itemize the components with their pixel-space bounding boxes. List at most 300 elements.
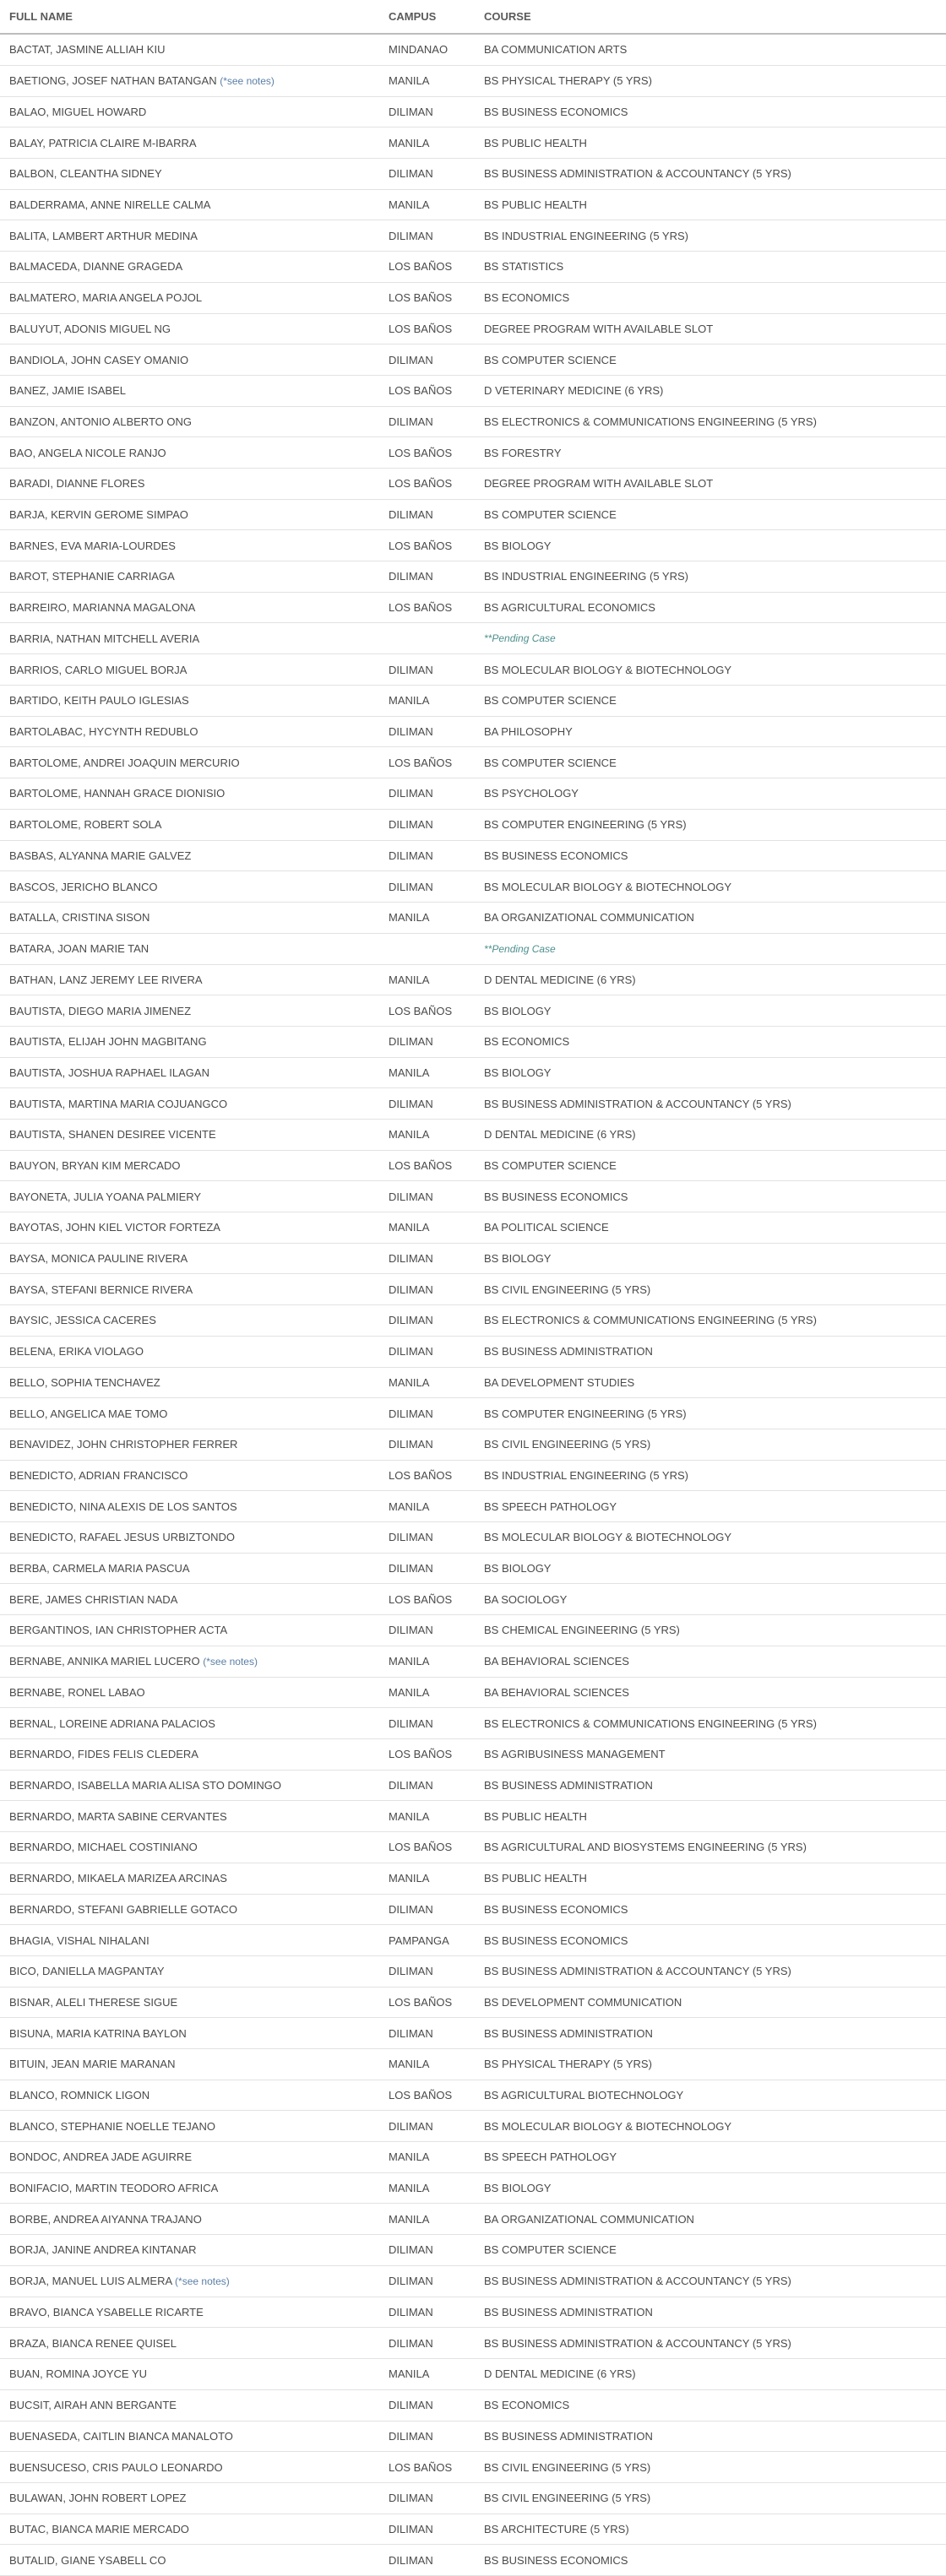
campus-cell: DILIMAN [389, 220, 484, 252]
course-name: BS COMPUTER SCIENCE [484, 2243, 617, 2257]
full-name: BANEZ, JAMIE ISABEL [9, 384, 126, 398]
table-row [0, 1801, 946, 1832]
full-name-cell [0, 1894, 389, 1925]
course-cell [484, 686, 946, 717]
campus-cell: LOS BAÑOS [389, 437, 484, 469]
full-name: BAUTISTA, DIEGO MARIA JIMENEZ [9, 1004, 192, 1017]
campus-cell: DILIMAN [389, 1521, 484, 1553]
see-notes-link[interactable]: (*see notes) [175, 2275, 230, 2287]
full-name-cell [0, 2142, 389, 2173]
full-name: BORJA, MANUEL LUIS ALMERA [9, 2274, 172, 2287]
course-cell [484, 778, 946, 810]
campus-cell: MANILA [389, 1367, 484, 1398]
course-name: BA PHILOSOPHY [484, 725, 573, 739]
campus-cell: MANILA [389, 2172, 484, 2204]
full-name: BAYOTAS, JOHN KIEL VICTOR FORTEZA [9, 1221, 220, 1234]
full-name-cell [0, 499, 389, 530]
campus-cell: DILIMAN [389, 2514, 484, 2545]
see-notes-link[interactable]: (*see notes) [220, 74, 275, 87]
course-name: BS ECONOMICS [484, 2399, 570, 2412]
course-name: BS ARCHITECTURE (5 YRS) [484, 2522, 629, 2535]
course-cell [484, 1925, 946, 1956]
course-cell [484, 1615, 946, 1646]
table-row [0, 1615, 946, 1646]
course-name: BA SOCIOLOGY [484, 1592, 568, 1606]
course-cell [484, 375, 946, 406]
table-row [0, 1584, 946, 1615]
course-cell [484, 995, 946, 1027]
table-row [0, 747, 946, 778]
table-row [0, 2421, 946, 2452]
table-row [0, 1553, 946, 1584]
full-name: BAO, ANGELA NICOLE RANJO [9, 446, 166, 459]
course-name: BS ELECTRONICS & COMMUNICATIONS ENGINEERING (5 YRS) [484, 1716, 817, 1730]
course-name: BS MOLECULAR BIOLOGY & BIOTECHNOLOGY [484, 663, 732, 676]
campus-cell: DILIMAN [389, 2389, 484, 2421]
full-name: BATHAN, LANZ JEREMY LEE RIVERA [9, 973, 203, 986]
course-cell [484, 282, 946, 313]
full-name-cell [0, 220, 389, 252]
campus-cell: DILIMAN [389, 499, 484, 530]
full-name-cell [0, 2359, 389, 2390]
course-cell [484, 1646, 946, 1677]
course-cell [484, 437, 946, 469]
full-name-cell [0, 1057, 389, 1088]
pending-case-label: **Pending Case [484, 942, 556, 955]
course-name: BS BIOLOGY [484, 1561, 552, 1575]
full-name: BENEDICTO, NINA ALEXIS DE LOS SANTOS [9, 1500, 237, 1513]
table-row [0, 1088, 946, 1120]
campus-cell: DILIMAN [389, 1026, 484, 1057]
table-row [0, 468, 946, 499]
course-name: D DENTAL MEDICINE (6 YRS) [484, 1128, 636, 1142]
course-cell [484, 159, 946, 190]
campus-cell: MINDANAO [389, 34, 484, 65]
course-cell [484, 747, 946, 778]
full-name: BARREIRO, MARIANNA MAGALONA [9, 601, 196, 615]
course-cell [484, 252, 946, 283]
course-name: BS AGRIBUSINESS MANAGEMENT [484, 1748, 666, 1761]
course-cell [484, 2048, 946, 2080]
course-cell [484, 561, 946, 593]
course-name: BS MOLECULAR BIOLOGY & BIOTECHNOLOGY [484, 880, 732, 893]
campus-cell: MANILA [389, 1212, 484, 1244]
course-name: BS BUSINESS ADMINISTRATION & ACCOUNTANCY (5 YRS) [484, 1965, 791, 1978]
full-name-cell [0, 1460, 389, 1491]
table-row [0, 1677, 946, 1708]
course-name: BA COMMUNICATION ARTS [484, 43, 628, 57]
course-name: BS COMPUTER SCIENCE [484, 507, 617, 521]
full-name: BUAN, ROMINA JOYCE YU [9, 2367, 148, 2381]
full-name: BITUIN, JEAN MARIE MARANAN [9, 2058, 176, 2071]
full-name-cell [0, 1801, 389, 1832]
full-name: BUENASEDA, CAITLIN BIANCA MANALOTO [9, 2429, 233, 2443]
table-row [0, 1336, 946, 1367]
table-row [0, 561, 946, 593]
course-cell [484, 1553, 946, 1584]
full-name: BUCSIT, AIRAH ANN BERGANTE [9, 2399, 177, 2412]
campus-cell: DILIMAN [389, 2265, 484, 2297]
full-name-cell [0, 2545, 389, 2576]
course-cell [484, 1863, 946, 1894]
full-name-cell [0, 2514, 389, 2545]
course-cell [484, 623, 946, 654]
course-name: BS ECONOMICS [484, 1035, 570, 1049]
course-name: BS AGRICULTURAL BIOTECHNOLOGY [484, 2088, 684, 2101]
course-cell [484, 2204, 946, 2235]
campus-cell: LOS BAÑOS [389, 2452, 484, 2483]
campus-cell: DILIMAN [389, 809, 484, 840]
course-cell [484, 654, 946, 686]
full-name: BAUTISTA, MARTINA MARIA COJUANGCO [9, 1097, 228, 1110]
full-name: BELENA, ERIKA VIOLAGO [9, 1345, 144, 1359]
full-name-cell [0, 1429, 389, 1460]
full-name: BALBON, CLEANTHA SIDNEY [9, 167, 162, 181]
full-name: BAYONETA, JULIA YOANA PALMIERY [9, 1190, 202, 1203]
table-row [0, 1212, 946, 1244]
full-name: BERNARDO, MICHAEL COSTINIANO [9, 1841, 198, 1854]
full-name-cell [0, 1398, 389, 1429]
full-name: BONIFACIO, MARTIN TEODORO AFRICA [9, 2182, 219, 2195]
full-name: BENEDICTO, ADRIAN FRANCISCO [9, 1468, 188, 1482]
course-name: BS INDUSTRIAL ENGINEERING (5 YRS) [484, 570, 688, 583]
campus-cell: DILIMAN [389, 1955, 484, 1987]
course-cell [484, 313, 946, 344]
course-name: BA ORGANIZATIONAL COMMUNICATION [484, 911, 694, 925]
course-name: D DENTAL MEDICINE (6 YRS) [484, 2367, 636, 2381]
campus-cell: DILIMAN [389, 778, 484, 810]
campus-cell: LOS BAÑOS [389, 592, 484, 623]
table-row [0, 437, 946, 469]
full-name: BRAZA, BIANCA RENEE QUISEL [9, 2336, 177, 2350]
full-name: BONDOC, ANDREA JADE AGUIRRE [9, 2150, 192, 2164]
campus-cell: DILIMAN [389, 561, 484, 593]
table-row [0, 964, 946, 995]
campus-cell: LOS BAÑOS [389, 1739, 484, 1771]
course-cell [484, 1398, 946, 1429]
course-cell [484, 1521, 946, 1553]
course-name: BS DEVELOPMENT COMMUNICATION [484, 1995, 682, 2009]
table-row [0, 2142, 946, 2173]
course-name: BS ELECTRONICS & COMMUNICATIONS ENGINEERING (5 YRS) [484, 415, 817, 428]
table-row [0, 1243, 946, 1274]
course-cell [484, 2142, 946, 2173]
full-name: BARADI, DIANNE FLORES [9, 477, 145, 491]
course-name: BS STATISTICS [484, 260, 564, 274]
full-name-cell [0, 96, 389, 127]
course-name: BS CIVIL ENGINEERING (5 YRS) [484, 1438, 651, 1451]
full-name: BERNARDO, MARTA SABINE CERVANTES [9, 1809, 227, 1823]
campus-cell: MANILA [389, 2142, 484, 2173]
full-name-cell [0, 2018, 389, 2049]
table-row [0, 1429, 946, 1460]
full-name-cell [0, 1770, 389, 1801]
full-name-cell [0, 2421, 389, 2452]
full-name: BALDERRAMA, ANNE NIRELLE CALMA [9, 198, 211, 212]
course-name: BS COMPUTER ENGINEERING (5 YRS) [484, 1407, 687, 1420]
course-name: BS ELECTRONICS & COMMUNICATIONS ENGINEERING (5 YRS) [484, 1314, 817, 1327]
full-name: BAUTISTA, ELIJAH JOHN MAGBITANG [9, 1035, 207, 1049]
table-row [0, 1398, 946, 1429]
campus-cell: DILIMAN [389, 1181, 484, 1212]
full-name: BERNARDO, STEFANI GABRIELLE GOTACO [9, 1902, 237, 1916]
course-name: BS PUBLIC HEALTH [484, 1872, 587, 1885]
campus-cell: LOS BAÑOS [389, 468, 484, 499]
course-cell [484, 1336, 946, 1367]
full-name-cell [0, 2482, 389, 2514]
course-cell [484, 1088, 946, 1120]
full-name-cell [0, 65, 389, 96]
campus-cell: DILIMAN [389, 1708, 484, 1739]
full-name-cell [0, 686, 389, 717]
full-name-cell [0, 2328, 389, 2359]
campus-cell: LOS BAÑOS [389, 1584, 484, 1615]
full-name: BALAO, MIGUEL HOWARD [9, 106, 147, 119]
course-name: BS PUBLIC HEALTH [484, 198, 587, 212]
table-row [0, 2297, 946, 2328]
full-name-cell [0, 1120, 389, 1151]
campus-cell: DILIMAN [389, 1770, 484, 1801]
full-name: BELLO, SOPHIA TENCHAVEZ [9, 1375, 160, 1389]
table-row [0, 65, 946, 96]
full-name: BACTAT, JASMINE ALLIAH KIU [9, 43, 166, 57]
table-row [0, 686, 946, 717]
full-name-cell [0, 623, 389, 654]
full-name: BULAWAN, JOHN ROBERT LOPEZ [9, 2492, 187, 2505]
full-name-cell [0, 282, 389, 313]
course-name: BS BIOLOGY [484, 1004, 552, 1017]
campus-cell: MANILA [389, 1120, 484, 1151]
campus-cell: MANILA [389, 902, 484, 933]
course-name: BS COMPUTER SCIENCE [484, 756, 617, 769]
table-row [0, 220, 946, 252]
course-cell [484, 1708, 946, 1739]
full-name: BUTALID, GIANE YSABELL CO [9, 2553, 166, 2567]
course-name: BS BUSINESS ECONOMICS [484, 849, 628, 862]
table-row [0, 1120, 946, 1151]
campus-cell: DILIMAN [389, 406, 484, 437]
full-name-cell [0, 375, 389, 406]
campus-cell: DILIMAN [389, 2545, 484, 2576]
table-row [0, 654, 946, 686]
full-name: BALITA, LAMBERT ARTHUR MEDINA [9, 229, 198, 242]
course-cell [484, 530, 946, 561]
table-row [0, 933, 946, 964]
full-name-cell [0, 1491, 389, 1522]
course-cell [484, 2018, 946, 2049]
campus-cell: MANILA [389, 2048, 484, 2080]
full-name: BARTOLABAC, HYCYNTH REDUBLO [9, 725, 198, 739]
campus-cell: MANILA [389, 964, 484, 995]
course-cell [484, 2545, 946, 2576]
header-course: COURSE [484, 0, 946, 34]
campus-cell: LOS BAÑOS [389, 1150, 484, 1181]
table-row [0, 716, 946, 747]
full-name: BORJA, JANINE ANDREA KINTANAR [9, 2243, 197, 2257]
campus-cell: LOS BAÑOS [389, 2080, 484, 2111]
course-cell [484, 809, 946, 840]
course-name: BS MOLECULAR BIOLOGY & BIOTECHNOLOGY [484, 1531, 732, 1544]
campus-cell: DILIMAN [389, 871, 484, 903]
full-name-cell [0, 34, 389, 65]
table-row [0, 1491, 946, 1522]
campus-cell: DILIMAN [389, 716, 484, 747]
course-name: BS COMPUTER ENGINEERING (5 YRS) [484, 818, 687, 832]
full-name: BISNAR, ALELI THERESE SIGUE [9, 1995, 178, 2009]
full-name-cell [0, 2080, 389, 2111]
course-cell [484, 2080, 946, 2111]
full-name: BASBAS, ALYANNA MARIE GALVEZ [9, 849, 192, 862]
full-name: BERNAL, LOREINE ADRIANA PALACIOS [9, 1716, 215, 1730]
table-row [0, 809, 946, 840]
course-name: BS AGRICULTURAL AND BIOSYSTEMS ENGINEERING (5 YRS) [484, 1841, 807, 1854]
table-row [0, 499, 946, 530]
campus-cell: MANILA [389, 65, 484, 96]
full-name-cell [0, 1243, 389, 1274]
course-cell [484, 1026, 946, 1057]
course-name: BS BIOLOGY [484, 2182, 552, 2195]
table-row [0, 159, 946, 190]
full-name-cell [0, 561, 389, 593]
table-row [0, 995, 946, 1027]
course-name: BS PUBLIC HEALTH [484, 136, 587, 149]
table-row [0, 2514, 946, 2545]
full-name: BAUTISTA, JOSHUA RAPHAEL ILAGAN [9, 1066, 209, 1079]
full-name: BAETIONG, JOSEF NATHAN BATANGAN [9, 73, 217, 87]
campus-cell: LOS BAÑOS [389, 375, 484, 406]
full-name-cell [0, 995, 389, 1027]
campus-cell: DILIMAN [389, 1305, 484, 1337]
full-name-cell [0, 2389, 389, 2421]
table-row [0, 1863, 946, 1894]
full-name-cell [0, 252, 389, 283]
full-name: BATALLA, CRISTINA SISON [9, 911, 150, 925]
campus-cell: DILIMAN [389, 2297, 484, 2328]
campus-cell: LOS BAÑOS [389, 313, 484, 344]
course-name: BS CIVIL ENGINEERING (5 YRS) [484, 1283, 651, 1296]
full-name: BARJA, KERVIN GEROME SIMPAO [9, 507, 188, 521]
full-name: BERNARDO, MIKAELA MARIZEA ARCINAS [9, 1872, 227, 1885]
full-name: BAUYON, BRYAN KIM MERCADO [9, 1159, 181, 1173]
campus-cell: LOS BAÑOS [389, 995, 484, 1027]
full-name-cell [0, 344, 389, 376]
campus-cell: DILIMAN [389, 1615, 484, 1646]
table-row [0, 2452, 946, 2483]
course-name: BS BUSINESS ECONOMICS [484, 1902, 628, 1916]
table-row [0, 1832, 946, 1863]
header-campus: CAMPUS [389, 0, 484, 34]
full-name: BALAY, PATRICIA CLAIRE M-IBARRA [9, 136, 197, 149]
course-name: BS ECONOMICS [484, 291, 570, 305]
campus-cell: MANILA [389, 127, 484, 159]
full-name: BARTOLOME, ANDREI JOAQUIN MERCURIO [9, 756, 240, 769]
table-row [0, 2018, 946, 2049]
full-name: BUTAC, BIANCA MARIE MERCADO [9, 2522, 189, 2535]
course-cell [484, 2328, 946, 2359]
full-name: BARRIA, NATHAN MITCHELL AVERIA [9, 632, 200, 645]
course-name: BS FORESTRY [484, 446, 562, 459]
course-name: BS BUSINESS ADMINISTRATION [484, 2026, 653, 2040]
full-name: BASCOS, JERICHO BLANCO [9, 880, 158, 893]
table-row [0, 375, 946, 406]
see-notes-link[interactable]: (*see notes) [203, 1655, 258, 1668]
course-name: BS BUSINESS ECONOMICS [484, 2553, 628, 2567]
header-full-name: FULL NAME [0, 0, 389, 34]
table-row [0, 34, 946, 65]
course-cell [484, 127, 946, 159]
full-name: BANDIOLA, JOHN CASEY OMANIO [9, 353, 189, 366]
course-name: BS CHEMICAL ENGINEERING (5 YRS) [484, 1624, 680, 1637]
header-row [0, 0, 946, 34]
course-cell [484, 2359, 946, 2390]
course-cell [484, 468, 946, 499]
table-row [0, 1150, 946, 1181]
campus-cell: LOS BAÑOS [389, 747, 484, 778]
course-cell [484, 2111, 946, 2142]
table-row [0, 902, 946, 933]
campus-cell: MANILA [389, 1057, 484, 1088]
full-name-cell [0, 1212, 389, 1244]
table-row [0, 344, 946, 376]
course-name: BS BUSINESS ECONOMICS [484, 1190, 628, 1203]
course-name: BS BIOLOGY [484, 539, 552, 552]
full-name: BAROT, STEPHANIE CARRIAGA [9, 570, 175, 583]
table-row [0, 1770, 946, 1801]
full-name-cell [0, 716, 389, 747]
table-row [0, 2359, 946, 2390]
table-row [0, 1955, 946, 1987]
full-name-cell [0, 902, 389, 933]
full-name-cell [0, 127, 389, 159]
course-name: BS MOLECULAR BIOLOGY & BIOTECHNOLOGY [484, 2119, 732, 2133]
pending-case-label: **Pending Case [484, 632, 556, 645]
course-cell [484, 1832, 946, 1863]
course-name: D VETERINARY MEDICINE (6 YRS) [484, 384, 664, 398]
full-name-cell [0, 809, 389, 840]
campus-cell: MANILA [389, 1801, 484, 1832]
table-row [0, 1708, 946, 1739]
table-row [0, 96, 946, 127]
full-name-cell [0, 2452, 389, 2483]
course-cell [484, 592, 946, 623]
course-cell [484, 2265, 946, 2297]
full-name-cell [0, 1863, 389, 1894]
full-name-cell [0, 437, 389, 469]
course-cell [484, 2452, 946, 2483]
course-name: BA BEHAVIORAL SCIENCES [484, 1686, 629, 1700]
table-row [0, 1894, 946, 1925]
course-cell [484, 2172, 946, 2204]
table-row [0, 189, 946, 220]
full-name-cell [0, 1925, 389, 1956]
course-name: BS PHYSICAL THERAPY (5 YRS) [484, 2058, 652, 2071]
full-name-cell [0, 189, 389, 220]
course-name: BA DEVELOPMENT STUDIES [484, 1375, 635, 1389]
table-row [0, 2482, 946, 2514]
campus-cell: DILIMAN [389, 2111, 484, 2142]
full-name: BENAVIDEZ, JOHN CHRISTOPHER FERRER [9, 1438, 238, 1451]
course-cell [484, 344, 946, 376]
course-cell [484, 1894, 946, 1925]
course-cell [484, 1460, 946, 1491]
full-name-cell [0, 654, 389, 686]
course-cell [484, 1584, 946, 1615]
course-cell [484, 1305, 946, 1337]
course-name: BS COMPUTER SCIENCE [484, 694, 617, 708]
campus-cell: DILIMAN [389, 2421, 484, 2452]
table-row [0, 1367, 946, 1398]
full-name: BAYSIC, JESSICA CACERES [9, 1314, 156, 1327]
